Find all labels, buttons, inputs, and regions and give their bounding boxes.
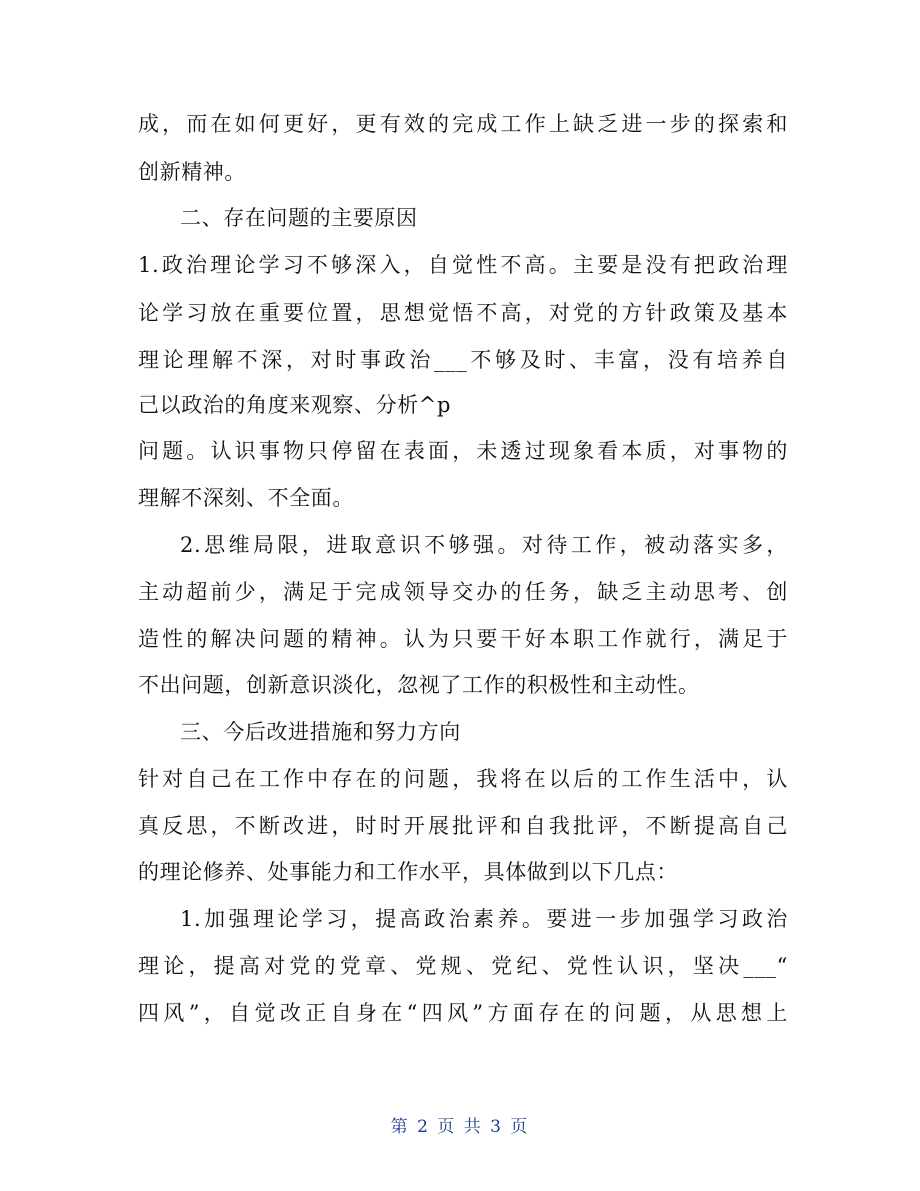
text-line: 理解不深刻、不全面。 — [138, 486, 354, 510]
text-line: 成，而在如何更好，更有效的完成工作上缺乏进一步的探索和 — [138, 112, 788, 136]
text-line: 针对自己在工作中存在的问题，我将在以后的工作生活中，认 — [138, 767, 788, 791]
section-heading: 三、今后改进措施和努力方向 — [180, 720, 461, 744]
text-line: 不出问题，创新意识淡化，忽视了工作的积极性和主动性。 — [138, 673, 700, 697]
text-line: 造性的解决问题的精神。认为只要干好本职工作就行，满足于 — [138, 627, 788, 651]
text-line: 的理论修养、处事能力和工作水平，具体做到以下几点： — [138, 860, 678, 884]
text-line: 2.思维局限，进取意识不够强。对待工作，被动落实多， — [180, 533, 788, 557]
text-line: 理论，提高对党的党章、党规、党纪、党性认识，坚决___“ — [138, 954, 788, 978]
section-heading: 二、存在问题的主要原因 — [180, 206, 418, 230]
text-line: 问题。认识事物只停留在表面，未透过现象看本质，对事物的 — [138, 439, 788, 463]
text-line: 主动超前少，满足于完成领导交办的任务，缺乏主动思考、创 — [138, 580, 788, 604]
text-line: 1.政治理论学习不够深入，自觉性不高。主要是没有把政治理 — [138, 253, 788, 277]
text-line: 己以政治的角度来观察、分析^p — [138, 393, 452, 417]
text-line: 论学习放在重要位置，思想觉悟不高，对党的方针政策及基本 — [138, 301, 788, 325]
text-line: 创新精神。 — [138, 160, 246, 184]
text-line: 理论理解不深，对时事政治___不够及时、丰富，没有培养自 — [138, 348, 788, 372]
text-line: 真反思，不断改进，时时开展批评和自我批评，不断提高自己 — [138, 814, 788, 838]
text-line: 1.加强理论学习，提高政治素养。要进一步加强学习政治 — [180, 907, 788, 931]
text-line: 四风”，自觉改正自身在“四风”方面存在的问题，从思想上 — [138, 1001, 788, 1025]
page-footer: 第 2 页 共 3 页 — [390, 1117, 530, 1137]
